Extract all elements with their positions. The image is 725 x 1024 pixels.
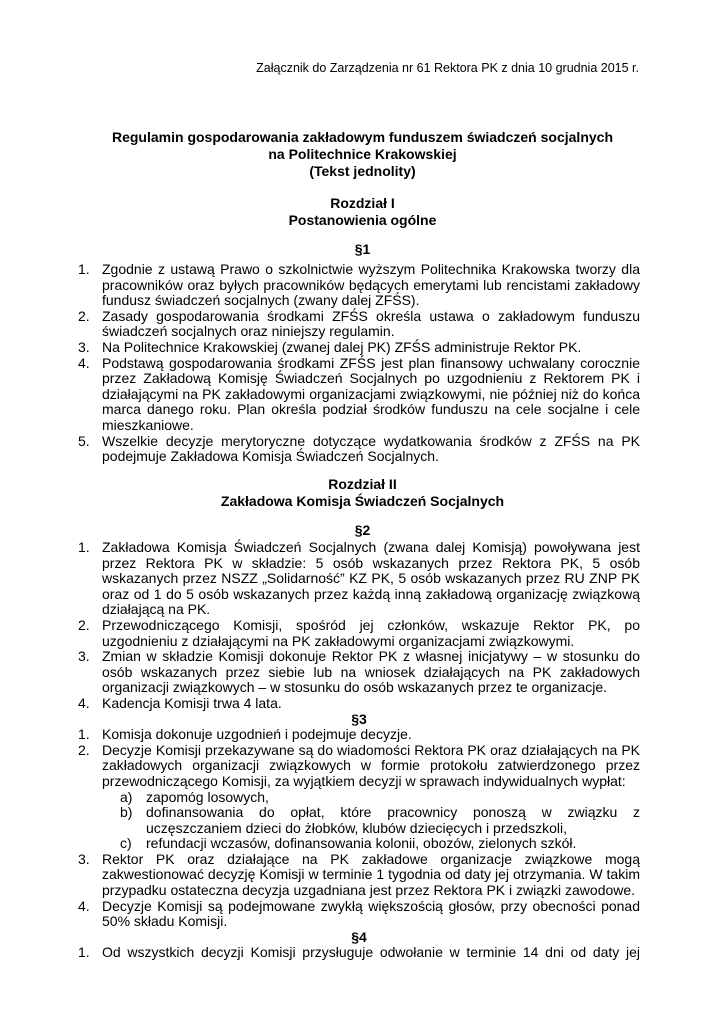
item-text: Zmian w składzie Komisji dokonuje Rektor PK z własnej inicjatywy – w stosunku do osób wskazanych przez siebie lub na wniosek działających na PK zakładowych organizacji związkowych – w stosunku do osób wskazanych przez te organizacje. xyxy=(102,648,640,696)
list-item xyxy=(78,540,640,618)
list-item xyxy=(78,945,640,961)
item-text: Komisja dokonuje uzgodnień i podejmuje decyzje. xyxy=(102,726,412,743)
item-number: 3. xyxy=(78,850,90,867)
item-number: 4. xyxy=(78,694,90,711)
list-item xyxy=(78,262,640,309)
chapter-1-name: Postanowienia ogólne xyxy=(288,212,437,228)
item-number: 1. xyxy=(78,539,90,555)
item-number: 3. xyxy=(78,338,90,355)
item-text: Przewodniczącego Komisji, spośród jej członków, wskazuje Rektor PK, po uzgodnieniu z działającymi na PK zakładowymi organizacjami związkowymi. xyxy=(102,616,640,649)
sub-item-text: dofinansowania do opłat, które pracownicy ponoszą w związku z uczęszczaniem dzieci do żłobków, klubów dziecięcych i przedszkoli, xyxy=(146,804,640,836)
document-title xyxy=(0,129,725,180)
item-number: 1. xyxy=(78,944,90,961)
sub-list-item xyxy=(120,790,640,806)
item-number: 1. xyxy=(78,726,90,743)
list-item xyxy=(78,743,640,790)
sub-item-mark: b) xyxy=(120,804,133,821)
list-item xyxy=(78,899,640,930)
section-2-heading: §2 xyxy=(354,522,371,538)
item-number: 5. xyxy=(78,432,90,449)
item-text: Rektor PK oraz działające na PK zakładowe organizacje związkowe mogą zakwestionować decyzję Komisji w terminie 1 tygodnia od daty jej otrzymania. W takim przypadku ostateczna decyzja uzgadniana jest przez Rektora PK i związki zawodowe. xyxy=(102,850,640,899)
item-number: 2. xyxy=(78,741,90,758)
chapter-2-name: Zakładowa Komisja Świadczeń Socjalnych xyxy=(220,493,505,509)
item-number: 4. xyxy=(78,354,90,371)
chapter-2-label: Rozdział II xyxy=(328,476,397,492)
item-number: 4. xyxy=(78,897,90,914)
list-item xyxy=(78,618,640,649)
title-line-3: (Tekst jednolity) xyxy=(309,163,416,179)
item-text: Decyzje Komisji przekazywane są do wiadomości Rektora PK oraz działających na PK zakładowych organizacji związkowych w formie protokołu zatwierdzonego przez przewodniczącego Komisji, za wyjątkiem decyzji w sprawach indywidualnych wypłat: xyxy=(102,741,640,789)
sub-item-mark: c) xyxy=(120,835,132,852)
item-text: Wszelkie decyzje merytoryczne dotyczące wydatkowania środków z ZFŚS na PK podejmuje Zakładowa Komisja Świadczeń Socjalnych. xyxy=(102,432,640,465)
list-item xyxy=(78,649,640,696)
item-text: Zgodnie z ustawą Prawo o szkolnictwie wyższym Politechnika Krakowska tworzy dla pracowników oraz byłych pracowników będących emerytami lub rencistami zakładowy fundusz świadczeń socjalnych (zwany dalej ZFŚS). xyxy=(102,261,640,309)
sub-item-text: refundacji wczasów, dofinansowania kolonii, obozów, zielonych szkół. xyxy=(146,835,577,852)
item-text: Kadencja Komisji trwa 4 lata. xyxy=(102,694,282,711)
chapter-2-heading xyxy=(0,476,725,510)
section-1-list xyxy=(78,262,640,465)
sub-list-item xyxy=(120,836,640,852)
item-text: Podstawą gospodarowania środkami ZFŚS jest plan finansowy uchwalany corocznie przez Zakładową Komisję Świadczeń Socjalnych po uzgodnieniu z Rektorem PK i działającymi na PK zakładowymi organizacjami związkowymi, nie później niż do końca marca danego roku. Plan określa podział środków funduszu na cele socjalne i cele mieszkaniowe. xyxy=(102,354,640,433)
chapter-1-label: Rozdział I xyxy=(330,195,395,211)
item-number: 1. xyxy=(78,261,90,277)
item-text: Na Politechnice Krakowskiej (zwanej dalej PK) ZFŚS administruje Rektor PK. xyxy=(102,338,582,355)
title-line-1: Regulamin gospodarowania zakładowym funduszem świadczeń socjalnych xyxy=(111,129,613,145)
annex-note: Załącznik do Zarządzenia nr 61 Rektora PK z dnia 10 grudnia 2015 r. xyxy=(256,61,639,75)
item-text: Od wszystkich decyzji Komisji przysługuje odwołanie w terminie 14 dni od daty jej xyxy=(102,944,640,961)
section-2-list xyxy=(78,540,640,961)
list-item xyxy=(78,852,640,899)
item-text: Zasady gospodarowania środkami ZFŚS określa ustawa o zakładowym funduszu świadczeń socjalnych oraz niniejszy regulamin. xyxy=(102,307,640,340)
list-item xyxy=(78,309,640,340)
sub-list-item xyxy=(120,805,640,836)
list-item xyxy=(78,727,640,743)
title-line-2: na Politechnice Krakowskiej xyxy=(268,146,457,162)
section-4-heading: §4 xyxy=(351,928,367,945)
item-text: Zakładowa Komisja Świadczeń Socjalnych (zwana dalej Komisją) powoływana jest przez Rektora PK w składzie: 5 osób wskazanych przez Rektora PK, 5 osób wskazanych przez NSZZ „Solidarność” KZ PK, 5 osób wskazanych przez RU ZNP PK oraz od 1 do 5 osób wskazanych przez każdą inną zakładową organizację związkową działającą na PK. xyxy=(102,539,640,618)
list-item xyxy=(78,340,640,356)
sub-item-mark: a) xyxy=(120,788,133,805)
sub-item-text: zapomóg losowych, xyxy=(146,788,269,805)
list-item xyxy=(78,434,640,465)
chapter-1-heading xyxy=(0,195,725,229)
item-number: 2. xyxy=(78,307,90,324)
list-item xyxy=(78,356,640,434)
item-number: 3. xyxy=(78,648,90,665)
item-text: Decyzje Komisji są podejmowane zwykłą większością głosów, przy obecności ponad 50% składu Komisji. xyxy=(102,897,640,930)
section-3-heading: §3 xyxy=(351,710,367,727)
list-item xyxy=(78,696,640,712)
item-number: 2. xyxy=(78,616,90,633)
section-1-heading: §1 xyxy=(354,241,371,257)
